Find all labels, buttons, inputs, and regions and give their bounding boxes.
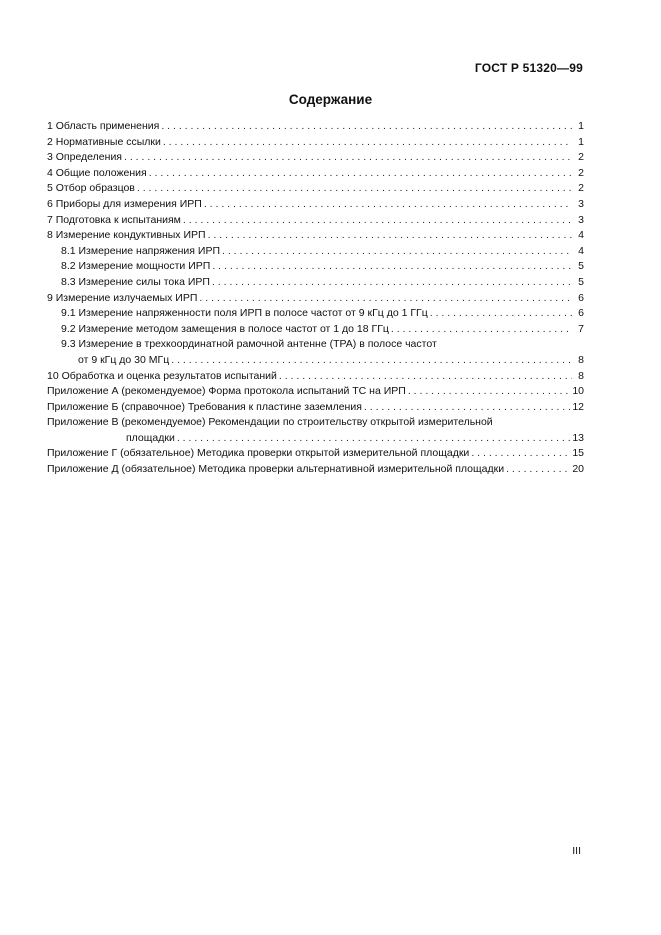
toc-entry-appendix-multiline[interactable] — [47, 415, 584, 446]
leader-dots — [149, 166, 572, 182]
leader-dots — [204, 197, 572, 213]
toc-entry[interactable] — [47, 291, 584, 307]
toc-entry-page: 13 — [572, 431, 584, 444]
toc-entry-text: 9.1 Измерение напряженности поля ИРП в полосе частот от 9 кГц до 1 ГГц — [61, 307, 428, 320]
toc-entry[interactable] — [47, 135, 584, 151]
leader-dots — [279, 369, 572, 385]
leader-dots — [171, 353, 572, 369]
leader-dots — [208, 228, 572, 244]
toc-entry-text-line1: Приложение В (рекомендуемое) Рекомендации по строительству открытой измерительной — [47, 416, 493, 429]
toc-entry-page: 3 — [578, 213, 584, 226]
toc-entry-appendix[interactable] — [47, 400, 584, 416]
toc-entry-text: 5 Отбор образцов — [47, 182, 135, 195]
toc-entry-page: 2 — [578, 151, 584, 164]
toc-entry-text: Приложение Г (обязательное) Методика проверки открытой измерительной площадки — [47, 447, 470, 460]
toc-entry-text: Приложение А (рекомендуемое) Форма протокола испытаний ТС на ИРП — [47, 385, 406, 398]
toc-subentry[interactable] — [47, 322, 584, 338]
toc-entry[interactable] — [47, 197, 584, 213]
toc-entry-page: 1 — [578, 135, 584, 148]
toc-entry-text: 9 Измерение излучаемых ИРП — [47, 291, 198, 304]
toc-entry-page: 5 — [578, 260, 584, 273]
toc-entry-text: 8.1 Измерение напряжения ИРП — [61, 244, 220, 257]
leader-dots — [163, 135, 572, 151]
toc-entry-page: 7 — [578, 322, 584, 335]
leader-dots — [471, 446, 570, 462]
toc-entry-text: 2 Нормативные ссылки — [47, 135, 161, 148]
toc-entry-page: 20 — [572, 463, 584, 476]
leader-dots — [177, 431, 570, 447]
toc-entry-appendix[interactable] — [47, 462, 584, 478]
toc-entry[interactable] — [47, 228, 584, 244]
leader-dots — [364, 400, 570, 416]
toc-entry[interactable] — [47, 213, 584, 229]
toc-entry[interactable] — [47, 119, 584, 135]
toc-subentry-multiline[interactable] — [47, 337, 584, 368]
toc-entry-text: 7 Подготовка к испытаниям — [47, 213, 181, 226]
toc-entry[interactable] — [47, 369, 584, 385]
toc-entry-page: 12 — [572, 400, 584, 413]
leader-dots — [391, 322, 572, 338]
leader-dots — [222, 244, 572, 260]
toc-entry-page: 6 — [578, 307, 584, 320]
toc-entry-text: 3 Определения — [47, 151, 122, 164]
leader-dots — [183, 213, 572, 229]
toc-entry-page: 2 — [578, 166, 584, 179]
page-number: III — [572, 845, 581, 857]
toc-entry-appendix[interactable] — [47, 384, 584, 400]
toc-title: Содержание — [288, 92, 373, 107]
toc-entry-text: 10 Обработка и оценка результатов испытаний — [47, 369, 277, 382]
leader-dots — [161, 119, 572, 135]
toc-entry-text: 8 Измерение кондуктивных ИРП — [47, 229, 206, 242]
toc-entry-appendix[interactable] — [47, 446, 584, 462]
toc-entry-page: 3 — [578, 197, 584, 210]
toc-entry-text: 1 Область применения — [47, 120, 160, 132]
toc-subentry[interactable] — [47, 275, 584, 291]
toc-entry-text-line2: от 9 кГц до 30 МГц — [78, 353, 170, 366]
leader-dots — [430, 306, 572, 322]
toc-entry[interactable] — [47, 150, 584, 166]
leader-dots — [124, 150, 572, 166]
toc-entry-text: 9.2 Измерение методом замещения в полосе частот от 1 до 18 ГГц — [61, 322, 389, 335]
leader-dots — [212, 259, 572, 275]
toc-entry-page: 2 — [578, 182, 584, 195]
toc-entry-text: 6 Приборы для измерения ИРП — [47, 197, 202, 210]
toc-entry-page: 8 — [578, 353, 584, 366]
toc-entry[interactable] — [47, 166, 584, 182]
toc-entry-text: Приложение Б (справочное) Требования к пластине заземления — [47, 400, 362, 413]
leader-dots — [506, 462, 570, 478]
leader-dots — [212, 275, 572, 291]
toc-entry-text: 8.3 Измерение силы тока ИРП — [61, 275, 210, 288]
toc-entry-page: 6 — [578, 291, 584, 304]
toc-subentry[interactable] — [47, 306, 584, 322]
toc-subentry[interactable] — [47, 244, 584, 260]
toc-entry-page: 5 — [578, 275, 584, 288]
toc-entry-text-line1: 9.3 Измерение в трехкоординатной рамочной антенне (ТРА) в полосе частот — [61, 338, 437, 351]
leader-dots — [408, 384, 570, 400]
toc-entry[interactable] — [47, 181, 584, 197]
toc-entry-page: 10 — [572, 385, 584, 398]
toc-entry-text: 4 Общие положения — [47, 166, 147, 179]
toc-entry-text: 8.2 Измерение мощности ИРП — [61, 260, 211, 273]
toc-subentry[interactable] — [47, 259, 584, 275]
toc-entry-page: 8 — [578, 369, 584, 382]
toc-entry-page: 1 — [578, 120, 584, 132]
toc-entry-text: Приложение Д (обязательное) Методика проверки альтернативной измерительной площадки — [47, 463, 505, 476]
toc-entry-page: 4 — [578, 244, 584, 257]
table-of-contents — [47, 119, 584, 478]
document-code: ГОСТ Р 51320—99 — [474, 61, 583, 75]
toc-entry-page: 15 — [572, 447, 584, 460]
toc-entry-page: 4 — [578, 229, 584, 242]
leader-dots — [199, 291, 572, 307]
toc-entry-text-line2: площадки — [126, 431, 175, 444]
leader-dots — [137, 181, 572, 197]
